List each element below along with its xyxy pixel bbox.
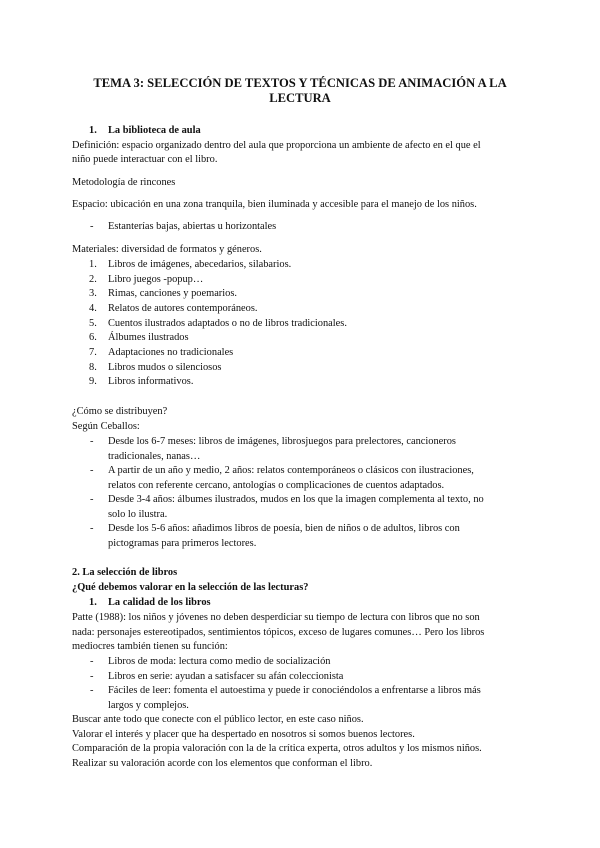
section-2-heading: 2. La selección de libros <box>72 567 178 578</box>
paragraph-line: Valorar el interés y placer que ha despertado en nosotros si somos buenos lectores. <box>72 729 415 740</box>
bullet-text: Libros de moda: lectura como medio de socialización <box>108 656 331 667</box>
bullet-dash: - <box>90 685 94 696</box>
list-item: Libros informativos. <box>108 376 194 387</box>
list-item: Álbumes ilustrados <box>108 332 189 343</box>
list-item-number: 6. <box>89 332 97 343</box>
list-item-number: 7. <box>89 347 97 358</box>
bullet-dash: - <box>90 221 94 232</box>
list-item-number: 2. <box>89 274 97 285</box>
bullet-text: Desde 3-4 años: álbumes ilustrados, mudos en los que la imagen complementa al texto, no <box>108 494 484 505</box>
list-item: Libro juegos -popup… <box>108 274 204 285</box>
list-item: Adaptaciones no tradicionales <box>108 347 234 358</box>
bullet-dash: - <box>90 436 94 447</box>
list-item: Relatos de autores contemporáneos. <box>108 303 258 314</box>
bullet-dash: - <box>90 523 94 534</box>
document-title-line-1: TEMA 3: SELECCIÓN DE TEXTOS Y TÉCNICAS DE ANIMACIÓN A LA <box>93 76 507 90</box>
section-2-question: ¿Qué debemos valorar en la selección de las lecturas? <box>72 582 309 593</box>
definition-line-2: niño puede interactuar con el libro. <box>72 154 218 165</box>
metodologia-text: Metodología de rincones <box>72 177 176 188</box>
patte-line-3: mediocres también tienen su función: <box>72 641 228 652</box>
list-item: Cuentos ilustrados adaptados o no de libros tradicionales. <box>108 318 347 329</box>
bullet-text: relatos con referente cercano, antologías o complicaciones de cuentos adaptados. <box>108 480 445 491</box>
estanterias-text: Estanterías bajas, abiertas u horizontales <box>108 221 277 232</box>
list-item-number: 5. <box>89 318 97 329</box>
section-1-number: 1. <box>89 125 97 136</box>
list-item-number: 1. <box>89 259 97 270</box>
paragraph-line: Comparación de la propia valoración con la de la crítica experta, otros adultos y los mismos niños. <box>72 743 482 754</box>
segun-ceballos: Según Ceballos: <box>72 421 140 432</box>
patte-line-2: nada: personajes estereotipados, sentimientos tópicos, exceso de lugares comunes… Pero los libros <box>72 627 485 638</box>
paragraph-line: Buscar ante todo que conecte con el público lector, en este caso niños. <box>72 714 364 725</box>
document-title-line-2: LECTURA <box>269 91 331 105</box>
list-item: Libros mudos o silenciosos <box>108 362 222 373</box>
bullet-dash: - <box>90 656 94 667</box>
bullet-text: tradicionales, nanas… <box>108 451 201 462</box>
distribution-question: ¿Cómo se distribuyen? <box>72 406 168 417</box>
espacio-text: Espacio: ubicación en una zona tranquila, bien iluminada y accesible para el manejo de los niños. <box>72 199 477 210</box>
list-item-number: 4. <box>89 303 97 314</box>
patte-line-1: Patte (1988): los niños y jóvenes no deben desperdiciar su tiempo de lectura con libros que no son <box>72 612 480 623</box>
list-item-number: 3. <box>89 288 97 299</box>
bullet-text: Libros en serie: ayudan a satisfacer su afán coleccionista <box>108 671 344 682</box>
bullet-dash: - <box>90 494 94 505</box>
list-item-number: 8. <box>89 362 97 373</box>
list-item: Rimas, canciones y poemarios. <box>108 288 237 299</box>
definition-line-1: Definición: espacio organizado dentro del aula que proporciona un ambiente de afecto en el que el <box>72 140 481 151</box>
section-1-heading: La biblioteca de aula <box>108 125 201 136</box>
list-item-number: 9. <box>89 376 97 387</box>
bullet-dash: - <box>90 465 94 476</box>
bullet-dash: - <box>90 671 94 682</box>
paragraph-line: Realizar su valoración acorde con los elementos que conforman el libro. <box>72 758 373 769</box>
bullet-text: Desde los 6-7 meses: libros de imágenes, librosjuegos para prelectores, cancioneros <box>108 436 456 447</box>
bullet-text: largos y complejos. <box>108 700 189 711</box>
subsection-heading: La calidad de los libros <box>108 597 211 608</box>
list-item: Libros de imágenes, abecedarios, silabarios. <box>108 259 292 270</box>
bullet-text: A partir de un año y medio, 2 años: relatos contemporáneos o clásicos con ilustraciones, <box>108 465 474 476</box>
bullet-text: pictogramas para primeros lectores. <box>108 538 257 549</box>
subsection-number: 1. <box>89 597 97 608</box>
materiales-text: Materiales: diversidad de formatos y géneros. <box>72 244 262 255</box>
bullet-text: Desde los 5-6 años: añadimos libros de poesía, bien de niños o de adultos, libros con <box>108 523 460 534</box>
bullet-text: solo lo ilustra. <box>108 509 168 520</box>
bullet-text: Fáciles de leer: fomenta el autoestima y puede ir conociéndolos a enfrentarse a libros más <box>108 685 481 696</box>
